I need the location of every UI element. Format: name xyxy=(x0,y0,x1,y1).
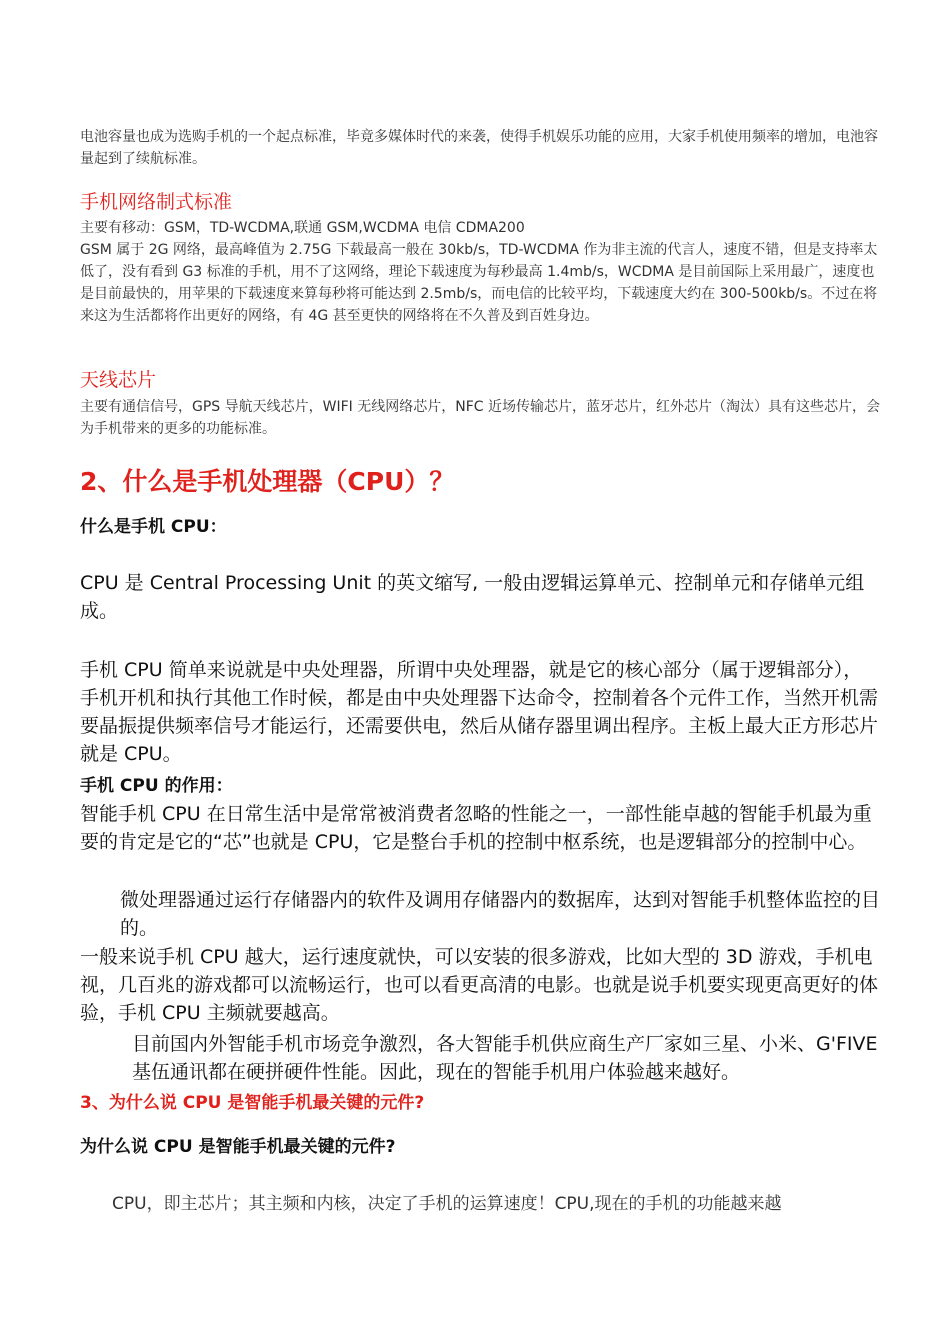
network-paragraph: GSM 属于 2G 网络，最高峰值为 2.75G 下载最高一般在 30kb/s，TD-WCDMA 作为非主流的代言人，速度不错，但是支持率太低了，没有看到 G3 标准的手机，用不了这网络，理论下载速度为每秒最高 1.4mb/s，WCDMA 是目前国际上采用最广，速度也是目前最快的，用苹果的下载速度来算每秒将可能达到 2.5mb/s，而电信的比较平均，下载速度大约在 300-500kb/s。不过在将来这为生活都将作出更好的网络，有 4G 甚至更快的网络将在不久普及到百姓身边。 xyxy=(80,242,878,324)
section2-heading: 2、什么是手机处理器（CPU）？ xyxy=(80,467,455,496)
section3-paragraph: CPU，即主芯片；其主频和内核，决定了手机的运算速度！CPU,现在的手机的功能越来越 xyxy=(112,1194,782,1214)
cpu-role-p1: 智能手机 CPU 在日常生活中是常常被消费者忽略的性能之一，一部性能卓越的智能手机最为重要的肯定是它的“芯”也就是 CPU，它是整台手机的控制中枢系统，也是逻辑部分的控制中心。 xyxy=(80,803,872,853)
cpu-role-p4: 目前国内外智能手机市场竞争激烈，各大智能手机供应商生产厂家如三星、小米、G'FIVE 基伍通讯都在硬拼硬件性能。因此，现在的智能手机用户体验越来越好。 xyxy=(132,1033,878,1083)
cpu-definition: CPU 是 Central Processing Unit 的英文缩写, 一般由逻辑运算单元、控制单元和存储单元组成。 xyxy=(80,572,865,622)
cpu-role-p3: 一般来说手机 CPU 越大，运行速度就快，可以安装的很多游戏，比如大型的 3D 游戏，手机电视，几百兆的游戏都可以流畅运行，也可以看更高清的电影。也就是说手机要实现更高更好的体验，手机 CPU 主频就要越高。 xyxy=(80,946,879,1024)
antenna-paragraph: 主要有通信信号，GPS 导航天线芯片，WIFI 无线网络芯片，NFC 近场传输芯片，蓝牙芯片，红外芯片（淘汰）具有这些芯片，会为手机带来的更多的功能标准。 xyxy=(80,399,880,437)
battery-paragraph: 电池容量也成为选购手机的一个起点标准，毕竟多媒体时代的来袭，使得手机娱乐功能的应用，大家手机使用频率的增加，电池容量起到了续航标准。 xyxy=(80,129,878,167)
what-is-cpu-label: 什么是手机 CPU： xyxy=(80,517,227,537)
network-line: 主要有移动：GSM，TD-WCDMA,联通 GSM,WCDMA 电信 CDMA200 xyxy=(80,220,525,236)
cpu-role-label: 手机 CPU 的作用： xyxy=(80,776,233,796)
network-heading: 手机网络制式标准 xyxy=(80,191,233,213)
section3-question: 为什么说 CPU 是智能手机最关键的元件? xyxy=(80,1137,396,1157)
cpu-intro: 手机 CPU 简单来说就是中央处理器，所谓中央处理器，就是它的核心部分（属于逻辑部分），手机开机和执行其他工作时候，都是由中央处理器下达命令，控制着各个元件工作，当然开机需要晶振提供频率信号才能运行，还需要供电，然后从储存器里调出程序。主板上最大正方形芯片就是 CPU。 xyxy=(80,659,879,765)
cpu-role-p2: 微处理器通过运行存储器内的软件及调用存储器内的数据库，达到对智能手机整体监控的目的。 xyxy=(120,889,881,939)
section3-heading: 3、为什么说 CPU 是智能手机最关键的元件? xyxy=(80,1093,425,1113)
antenna-heading: 天线芯片 xyxy=(80,369,157,391)
